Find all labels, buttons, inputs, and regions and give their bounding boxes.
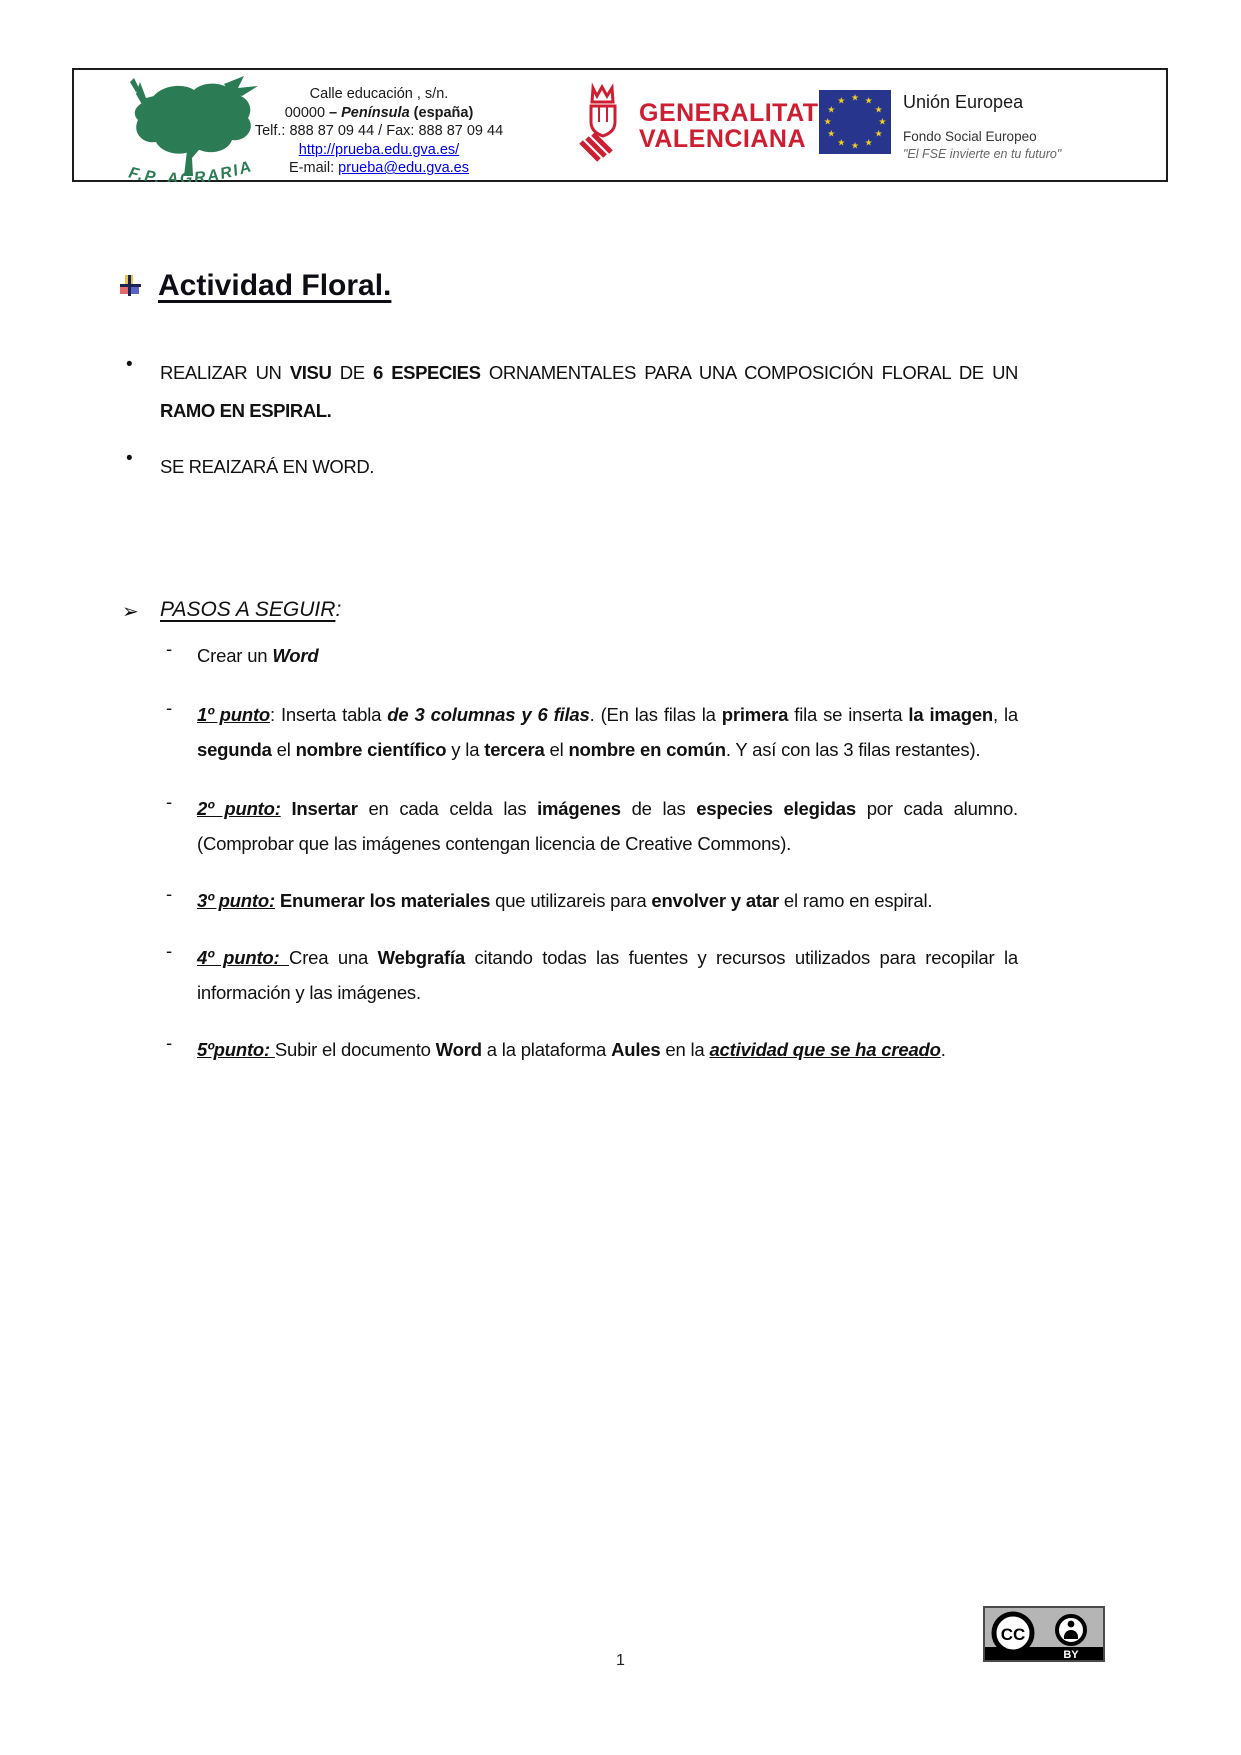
dash-marker: -	[166, 697, 173, 718]
document-body	[120, 262, 1018, 1067]
page-title: Actividad Floral.	[158, 269, 392, 302]
dash-marker: -	[166, 791, 173, 812]
eu-star-icon: ★	[837, 137, 846, 148]
eu-star-icon: ★	[864, 95, 873, 106]
email-label: E-mail:	[289, 160, 339, 176]
steps-heading-row	[120, 598, 1018, 624]
contact-street: Calle educación , s/n.	[309, 86, 449, 102]
eu-subtitle: Fondo Social Europeo	[903, 129, 1037, 144]
list-item	[162, 883, 1018, 918]
list-item	[162, 791, 1018, 861]
bullet-item	[120, 354, 1018, 430]
eu-star-icon: ★	[827, 128, 836, 139]
step-text: 4º punto: Crea una Webgrafía citando todas las fuentes y recursos utilizados para recopilar la información y las imágenes.	[197, 947, 1018, 1003]
generalitat-line1: GENERALITAT	[639, 99, 819, 127]
cc-circle-label: CC	[1000, 1625, 1026, 1644]
contact-city: 00000 – Península (españa)	[284, 104, 474, 121]
step-text: 1º punto: Inserta tabla de 3 columnas y 6 filas. (En las filas la primera fila se inserta la imagen, la segunda el nombre científico y la tercera el nombre en común. Y así con las 3 filas restantes).	[197, 704, 1019, 760]
arrow-bullet-icon: ➢	[122, 601, 139, 623]
eu-star-icon: ★	[874, 104, 883, 115]
contact-block	[209, 85, 549, 178]
list-item	[162, 940, 1018, 1010]
eu-star-icon: ★	[874, 128, 883, 139]
bullet-marker: •	[126, 354, 133, 375]
eu-star-icon: ★	[878, 116, 887, 127]
list-item	[162, 697, 1018, 767]
dash-marker: -	[166, 883, 173, 904]
eu-star-icon: ★	[850, 140, 860, 151]
flower-bullet-icon	[120, 275, 142, 297]
eu-title: Unión Europea	[903, 92, 1024, 112]
generalitat-logo	[571, 82, 819, 170]
eu-texts	[903, 90, 1133, 161]
steps-heading: PASOS A SEGUIR:	[160, 598, 342, 621]
generalitat-wordmark	[639, 100, 819, 152]
email-link[interactable]: prueba@edu.gva.es	[338, 160, 469, 176]
step-text: 3º punto: Enumerar los materiales que utilizareis para envolver y atar el ramo en espiral.	[197, 890, 933, 911]
bullet-text: REALIZAR UN VISU DE 6 ESPECIES ORNAMENTALES PARA UNA COMPOSICIÓN FLORAL DE UN RAMO EN ESPIRAL.	[160, 362, 1018, 421]
bullet-marker: •	[126, 448, 133, 469]
eu-tagline: "El FSE invierte en tu futuro"	[903, 147, 1062, 161]
eu-star-icon: ★	[850, 92, 860, 103]
eu-block	[819, 90, 1133, 161]
cc-by-label: BY	[1063, 1649, 1079, 1661]
dash-marker: -	[166, 940, 173, 961]
eu-star-icon: ★	[864, 137, 873, 148]
eu-flag-stars	[819, 90, 891, 154]
list-item	[162, 1032, 1018, 1067]
website-link[interactable]: http://prueba.edu.gva.es/	[298, 141, 460, 158]
steps-list	[162, 638, 1018, 1067]
eu-flag-icon	[819, 90, 891, 154]
title-row	[120, 262, 1018, 310]
generalitat-emblem-icon	[571, 82, 633, 170]
eu-star-icon: ★	[827, 104, 836, 115]
list-item	[162, 638, 1018, 673]
step-text: 2º punto: Insertar en cada celda las imágenes de las especies elegidas por cada alumno. (Comprobar que las imágenes contengan licencia de Creative Commons).	[197, 798, 1018, 854]
contact-phone: Telf.: 888 87 09 44 / Fax: 888 87 09 44	[254, 123, 504, 139]
step-text: 5ºpunto: Subir el documento Word a la plataforma Aules en la actividad que se ha creado.	[197, 1039, 946, 1060]
school-logo-label: F.P. AGRARIA	[126, 157, 256, 182]
dash-marker: -	[166, 638, 173, 659]
page-number: 1	[616, 1652, 625, 1669]
eu-star-icon: ★	[837, 95, 846, 106]
bullet-text: SE REAIZARÁ EN WORD.	[160, 456, 375, 477]
letterhead-box	[72, 68, 1168, 182]
step-text: Crear un Word	[197, 645, 319, 666]
generalitat-line2: VALENCIANA	[639, 125, 807, 153]
bullet-item	[120, 448, 1018, 486]
eu-star-icon: ★	[823, 116, 832, 127]
dash-marker: -	[166, 1032, 173, 1053]
